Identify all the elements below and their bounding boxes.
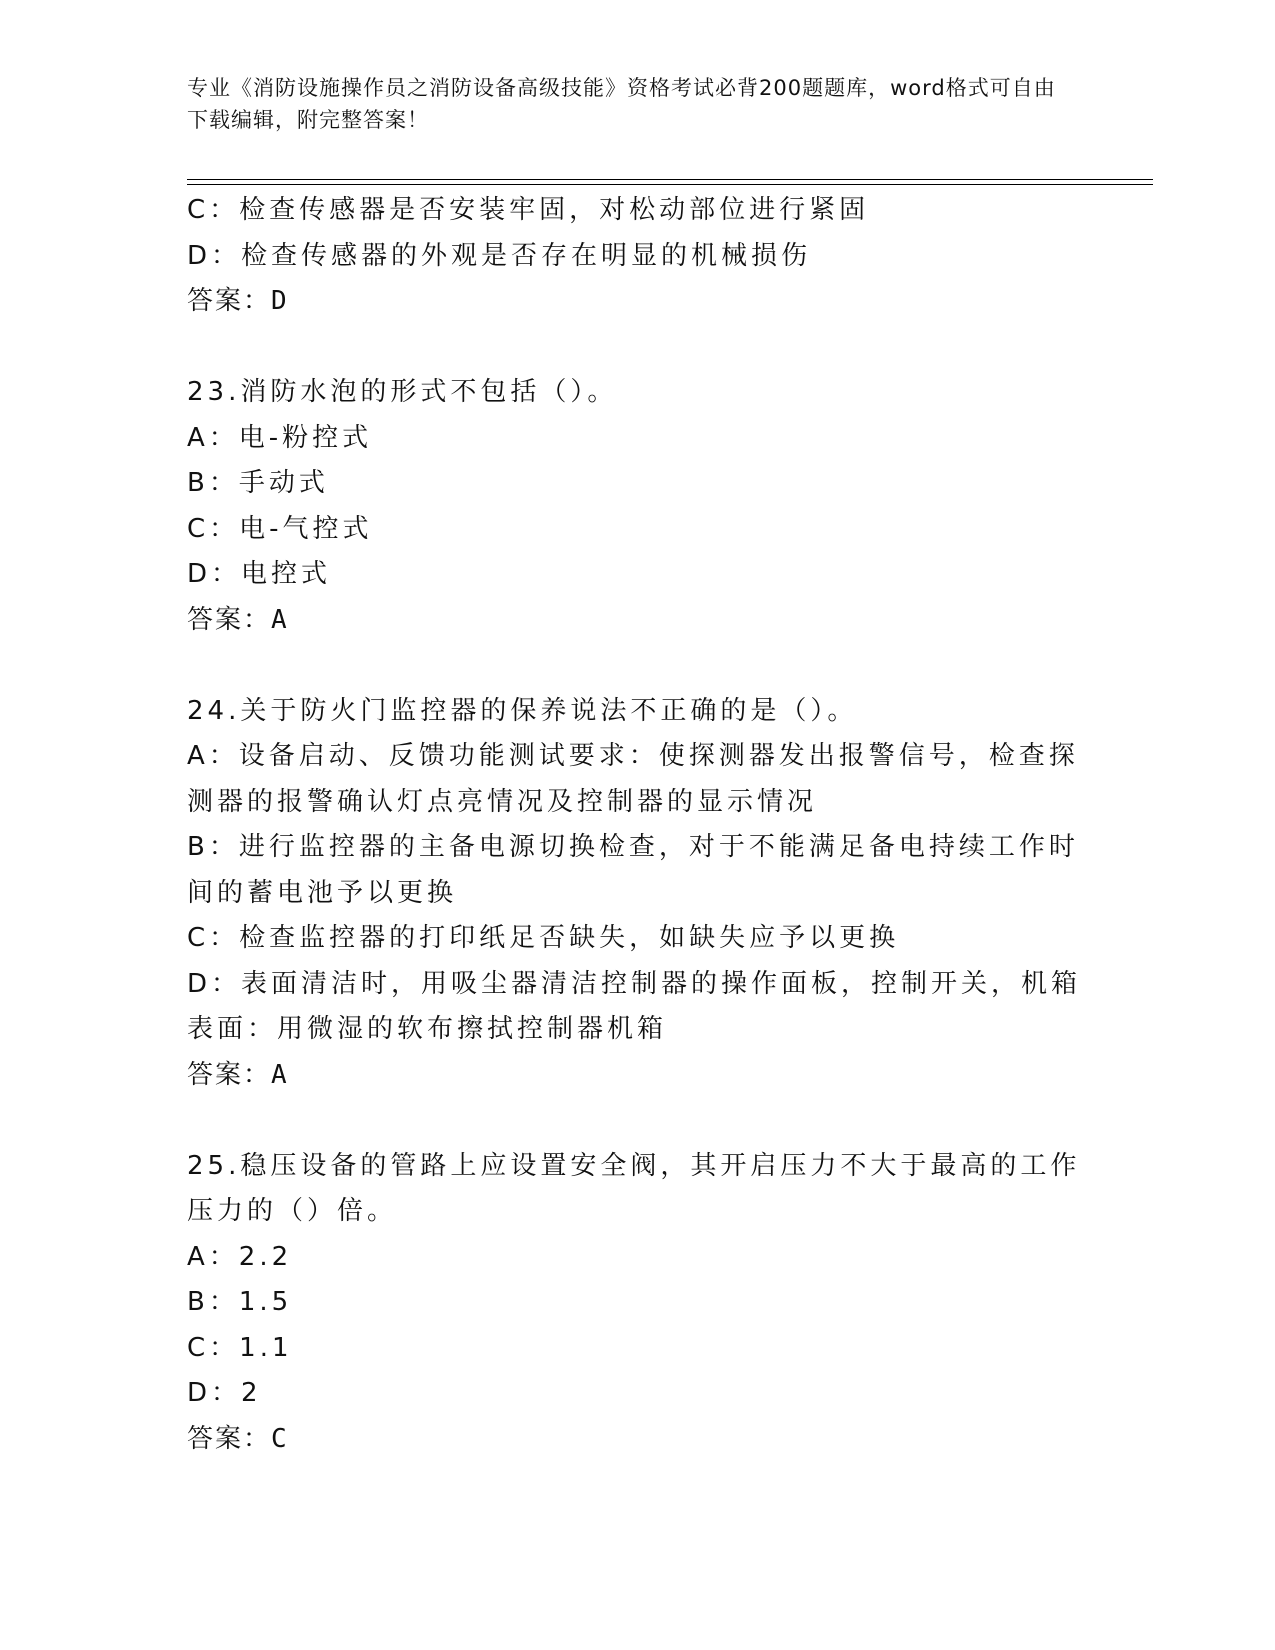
question-list	[187, 188, 1087, 1462]
answer-value: D	[271, 286, 289, 316]
question-23	[187, 370, 1087, 643]
question-stem: 24.关于防火门监控器的保养说法不正确的是（）。	[187, 695, 858, 726]
option-c: C：检查监控器的打印纸足否缺失，如缺失应予以更换	[187, 923, 900, 953]
question-25	[187, 1144, 1087, 1463]
option-c: C：1.1	[187, 1332, 293, 1363]
answer-label: 答案：	[187, 286, 272, 316]
option-c: C：检查传感器是否安装牢固，对松动部位进行紧固	[187, 195, 870, 225]
option-c: C：电-气控式	[187, 513, 373, 544]
answer-line	[187, 279, 1087, 325]
question-24	[187, 689, 1087, 1099]
option-b: B：进行监控器的主备电源切换检查，对于不能满足备电持续工作时间的蓄电池予以更换	[187, 832, 1079, 908]
option-d: D：表面清洁时，用吸尘器清洁控制器的操作面板，控制开关，机箱表面：用微湿的软布擦拭控制器机箱	[187, 968, 1082, 1044]
answer-label: 答案：	[187, 604, 272, 635]
option-b: B：手动式	[187, 468, 329, 498]
spacer	[187, 643, 1087, 689]
option-b: B：1.5	[187, 1287, 293, 1317]
option-a: A：电-粉控式	[187, 422, 373, 453]
answer-label: 答案：	[187, 1059, 272, 1090]
spacer	[187, 1098, 1087, 1144]
option-d: D：检查传感器的外观是否存在明显的机械损伤	[187, 240, 812, 271]
header-divider-top	[187, 179, 1153, 180]
option-a: A：2.2	[187, 1241, 293, 1272]
answer-value: A	[271, 1059, 289, 1090]
question-stem: 25.稳压设备的管路上应设置安全阀，其开启压力不大于最高的工作压力的（）倍。	[187, 1150, 1081, 1226]
answer-label: 答案：	[187, 1423, 272, 1454]
option-d: D：2	[187, 1378, 262, 1408]
question-stem: 23.消防水泡的形式不包括（）。	[187, 377, 618, 407]
header-divider-bottom	[187, 184, 1153, 185]
question-22-continued	[187, 188, 1087, 325]
answer-line	[187, 598, 1087, 644]
answer-value: C	[271, 1423, 289, 1454]
option-a: A：设备启动、反馈功能测试要求：使探测器发出报警信号，检查探测器的报警确认灯点亮情况及控制器的显示情况	[187, 741, 1079, 817]
answer-line	[187, 1053, 1087, 1099]
answer-value: A	[271, 604, 289, 635]
answer-line	[187, 1417, 1087, 1463]
option-d: D：电控式	[187, 559, 332, 589]
document-header: 专业《消防设施操作员之消防设备高级技能》资格考试必背200题题库，word格式可自由下载编辑，附完整答案！	[187, 76, 1056, 132]
spacer	[187, 325, 1087, 371]
